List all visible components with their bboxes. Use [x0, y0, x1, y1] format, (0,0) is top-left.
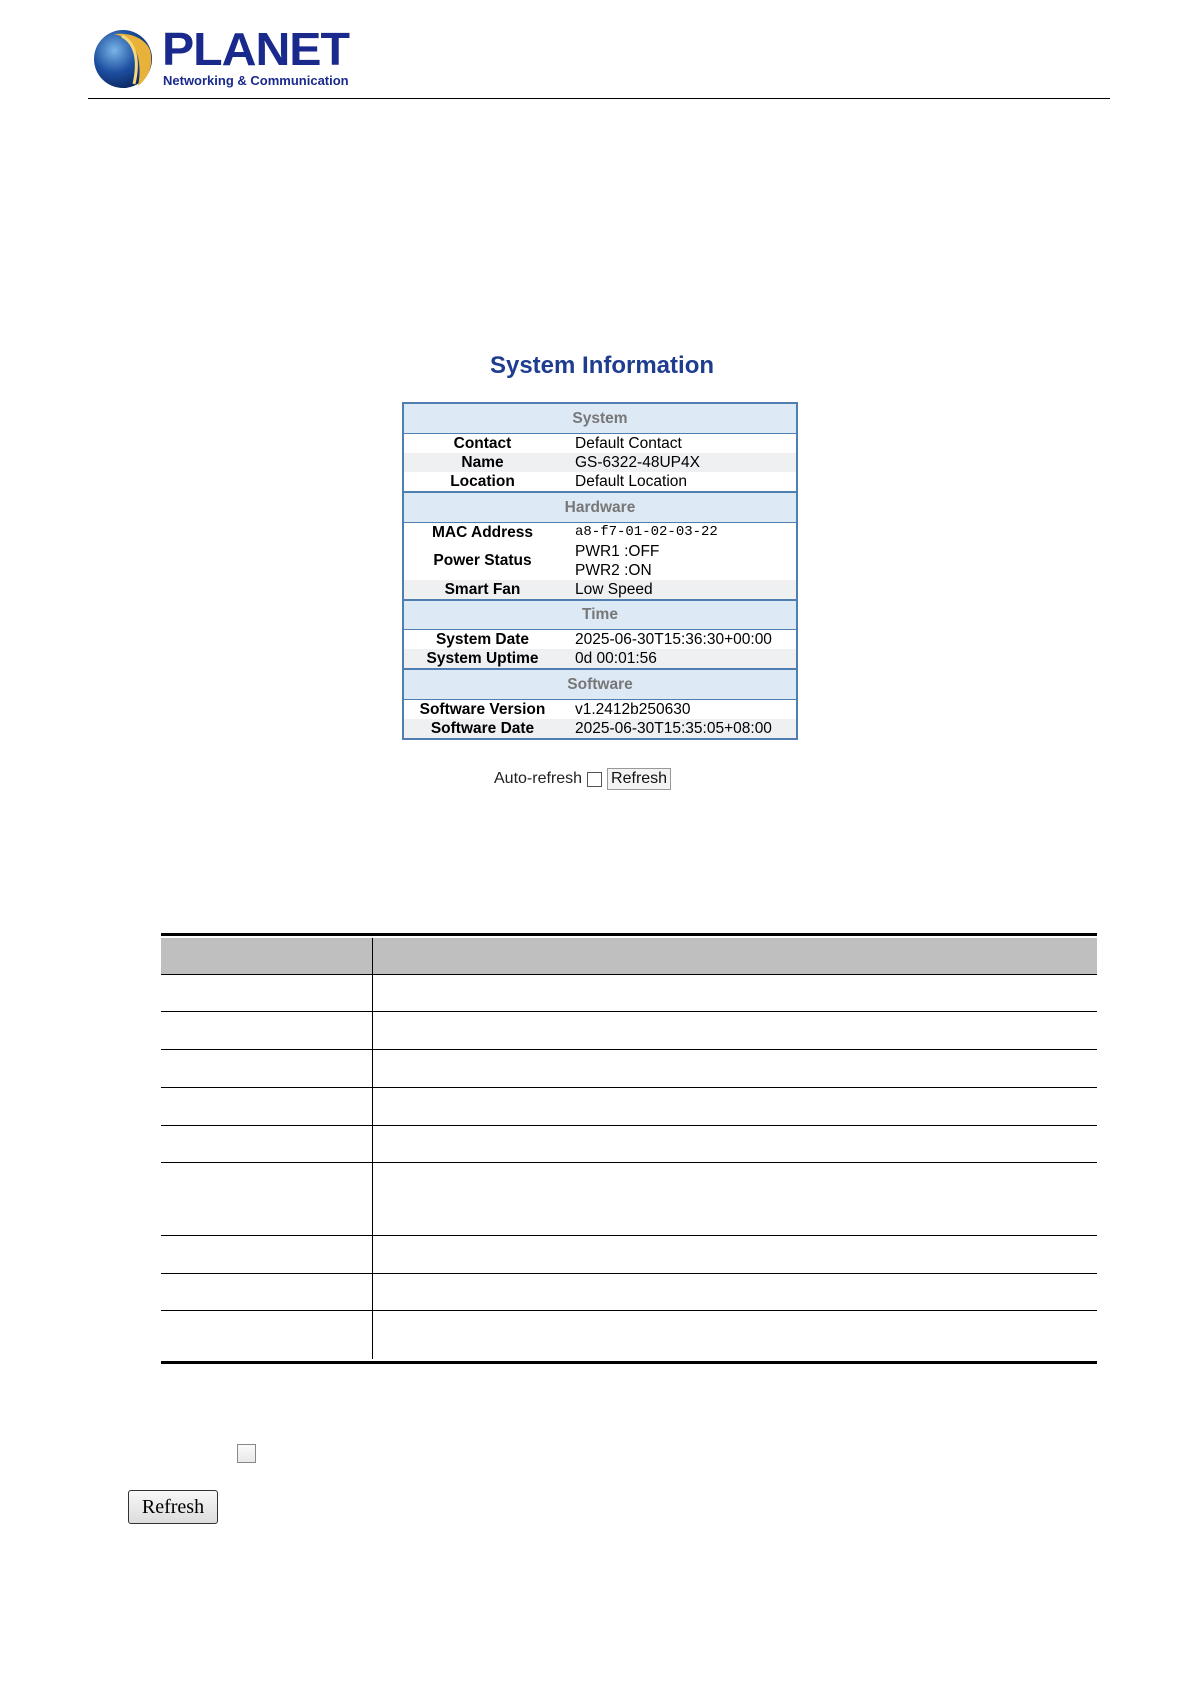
screenshot-refresh-button[interactable]: Refresh — [607, 768, 671, 790]
auto-refresh-row — [494, 768, 671, 790]
mac-value: a8-f7-01-02-03-22 — [575, 523, 718, 540]
table-row — [161, 1236, 1097, 1274]
brand-tagline: Networking & Communication — [163, 73, 349, 88]
fan-label: Smart Fan — [403, 580, 561, 600]
row-uptime — [403, 649, 797, 669]
section-hardware: Hardware — [403, 492, 797, 522]
section-time: Time — [403, 600, 797, 630]
software-version-value: v1.2412b250630 — [575, 700, 691, 718]
location-value: Default Location — [575, 473, 688, 490]
contact-label: Contact — [453, 434, 512, 452]
table-row — [161, 1012, 1097, 1050]
auto-refresh-checkbox[interactable] — [587, 772, 602, 787]
auto-refresh-checkbox-icon[interactable] — [237, 1444, 256, 1463]
name-label: Name — [403, 453, 561, 473]
power-label: Power Status — [433, 552, 532, 569]
row-system-date — [403, 630, 797, 650]
header-cell-object — [161, 938, 373, 974]
header-divider — [88, 98, 1110, 99]
description-table — [161, 933, 1097, 1364]
row-name — [403, 453, 797, 473]
software-version-label: Software Version — [419, 700, 546, 718]
uptime-label: System Uptime — [403, 649, 561, 669]
software-date-value: 2025-06-30T15:35:05+08:00 — [561, 719, 797, 739]
row-software-version — [403, 699, 797, 719]
location-label: Location — [450, 473, 515, 490]
section-system: System — [403, 403, 797, 433]
software-date-label: Software Date — [403, 719, 561, 739]
table-row — [161, 975, 1097, 1012]
planet-logo — [92, 23, 349, 92]
table-row — [161, 1126, 1097, 1163]
system-info-table — [402, 402, 798, 740]
table-top-rule — [161, 933, 1097, 936]
uptime-value: 0d 00:01:56 — [561, 649, 797, 669]
table-row — [161, 1311, 1097, 1359]
row-power — [403, 542, 797, 580]
row-fan — [403, 580, 797, 600]
table-header — [161, 938, 1097, 975]
pwr2-value: PWR2 :ON — [575, 561, 652, 579]
brand-name: PLANET — [162, 23, 349, 75]
table-bottom-rule — [161, 1361, 1097, 1364]
mac-label: MAC Address — [431, 523, 534, 541]
pwr1-value: PWR1 :OFF — [575, 542, 660, 560]
auto-refresh-label: Auto-refresh — [494, 770, 583, 787]
table-row — [161, 1050, 1097, 1088]
section-software: Software — [403, 669, 797, 699]
table-row — [161, 1088, 1097, 1126]
power-values — [561, 542, 797, 580]
fan-value: Low Speed — [561, 580, 797, 600]
system-date-label: System Date — [435, 631, 530, 648]
contact-value: Default Contact — [575, 434, 682, 452]
row-location — [403, 472, 797, 492]
row-contact — [403, 433, 797, 453]
page-title: System Information — [489, 352, 715, 379]
refresh-button[interactable]: Refresh — [128, 1490, 218, 1524]
system-date-value: 2025-06-30T15:36:30+00:00 — [575, 631, 772, 648]
globe-icon — [92, 28, 154, 90]
row-software-date — [403, 719, 797, 739]
name-value: GS-6322-48UP4X — [561, 453, 797, 473]
table-row — [161, 1274, 1097, 1311]
row-mac — [403, 522, 797, 542]
table-row — [161, 1163, 1097, 1236]
